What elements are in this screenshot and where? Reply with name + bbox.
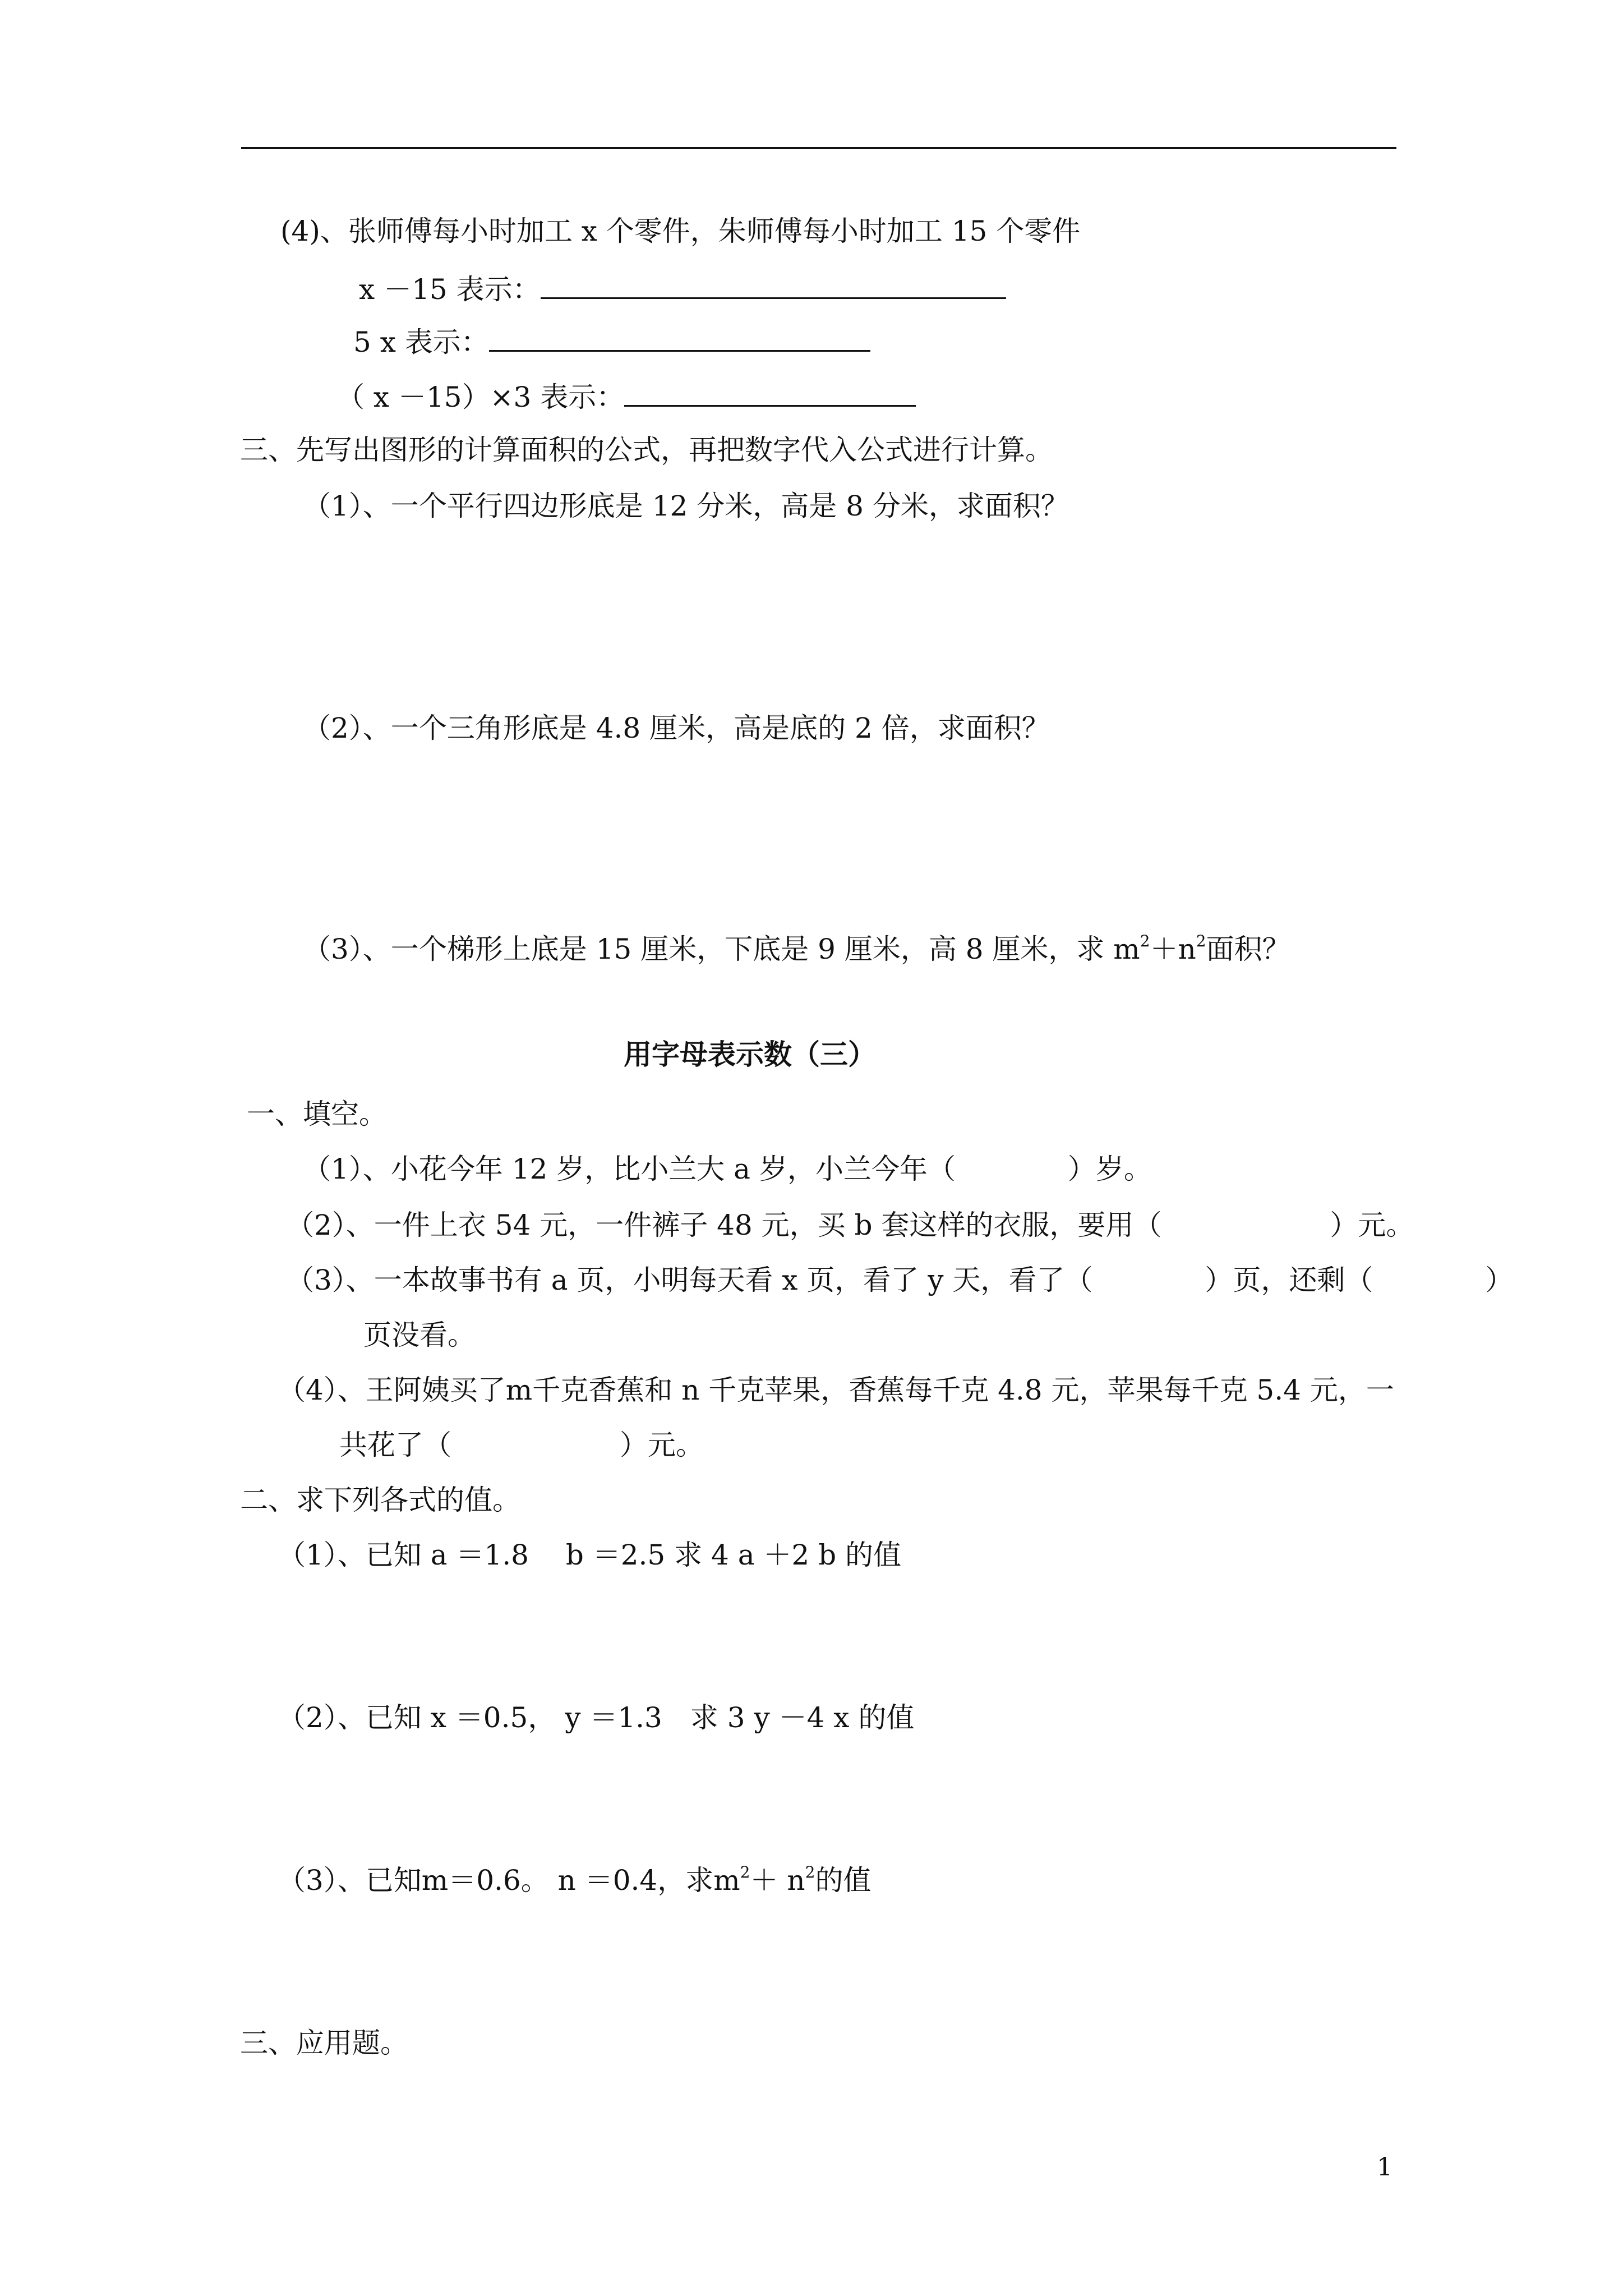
part1-question-3-line-2: 页没看。 [363, 1319, 476, 1351]
page-number: 1 [1377, 2153, 1393, 2182]
part2-question-1: （1）、已知 a ＝1.8 b ＝2.5 求 4 a ＋2 b 的值 [278, 1539, 902, 1571]
q4-line-b [353, 324, 870, 359]
part2-question-3 [278, 1864, 871, 1897]
part2-q3-superscript-2: 2 [805, 1863, 815, 1881]
part2-q3-superscript-1: 2 [740, 1863, 750, 1881]
part2-q3-text-c: 的值 [815, 1864, 872, 1897]
part2-heading: 二、求下列各式的值。 [240, 1484, 520, 1516]
answer-blank[interactable] [624, 379, 916, 407]
answer-blank[interactable] [489, 324, 870, 352]
part1-question-4-line-1: （4）、王阿姨买了m千克香蕉和 n 千克苹果，香蕉每千克 4.8 元，苹果每千克 5.4 元，一 [278, 1374, 1394, 1406]
part2-q3-text-b: ＋ n [750, 1864, 805, 1897]
part1-question-1: （1）、小花今年 12 岁，比小兰大 a 岁，小兰今年（ ）岁。 [303, 1153, 1152, 1185]
section-title: 用字母表示数（三） [624, 1038, 876, 1071]
q4-line-a [359, 272, 1006, 306]
p3-question-3 [303, 932, 1290, 966]
p3-q3-text-a: （3）、一个梯形上底是 15 厘米，下底是 9 厘米，高 8 厘米，求 m [303, 933, 1140, 965]
part1-question-2: （2）、一件上衣 54 元，一件裤子 48 元，买 b 套这样的衣服，要用（ ）元。 [286, 1209, 1414, 1241]
q4-a-label: x －15 表示： [359, 273, 541, 306]
header-rule [241, 147, 1396, 149]
q4-line-c [336, 379, 916, 414]
p3-q3-text-b: ＋n [1150, 933, 1196, 965]
part1-question-4-line-2: 共花了（ ）元。 [339, 1429, 704, 1461]
p3-question-2: （2）、一个三角形底是 4.8 厘米，高是底的 2 倍，求面积？ [303, 712, 1050, 744]
q4-b-label: 5 x 表示： [353, 326, 489, 358]
answer-blank[interactable] [541, 272, 1006, 299]
p3-q3-superscript-1: 2 [1140, 932, 1150, 950]
part3-application-heading: 三、应用题。 [240, 2027, 408, 2059]
part1-question-3-line-1: （3）、一本故事书有 a 页，小明每天看 x 页，看了 y 天，看了（ ）页，还剩（ ） [286, 1264, 1514, 1296]
part3-heading: 三、先写出图形的计算面积的公式，再把数字代入公式进行计算。 [240, 434, 1053, 466]
p3-q3-superscript-2: 2 [1196, 932, 1206, 950]
part2-question-2: （2）、已知 x ＝0.5， y ＝1.3 求 3 y －4 x 的值 [278, 1701, 915, 1734]
part2-q3-text-a: （3）、已知m＝0.6。 n ＝0.4，求m [278, 1864, 740, 1897]
p3-question-1: （1）、一个平行四边形底是 12 分米，高是 8 分米，求面积？ [303, 490, 1069, 522]
q4-intro: (4)、张师傅每小时加工 x 个零件，朱师傅每小时加工 15 个零件 [280, 215, 1081, 247]
q4-c-label: （ x －15）×3 表示： [336, 381, 625, 413]
p3-q3-text-c: 面积？ [1206, 933, 1290, 965]
part1-heading: 一、填空。 [247, 1098, 387, 1130]
